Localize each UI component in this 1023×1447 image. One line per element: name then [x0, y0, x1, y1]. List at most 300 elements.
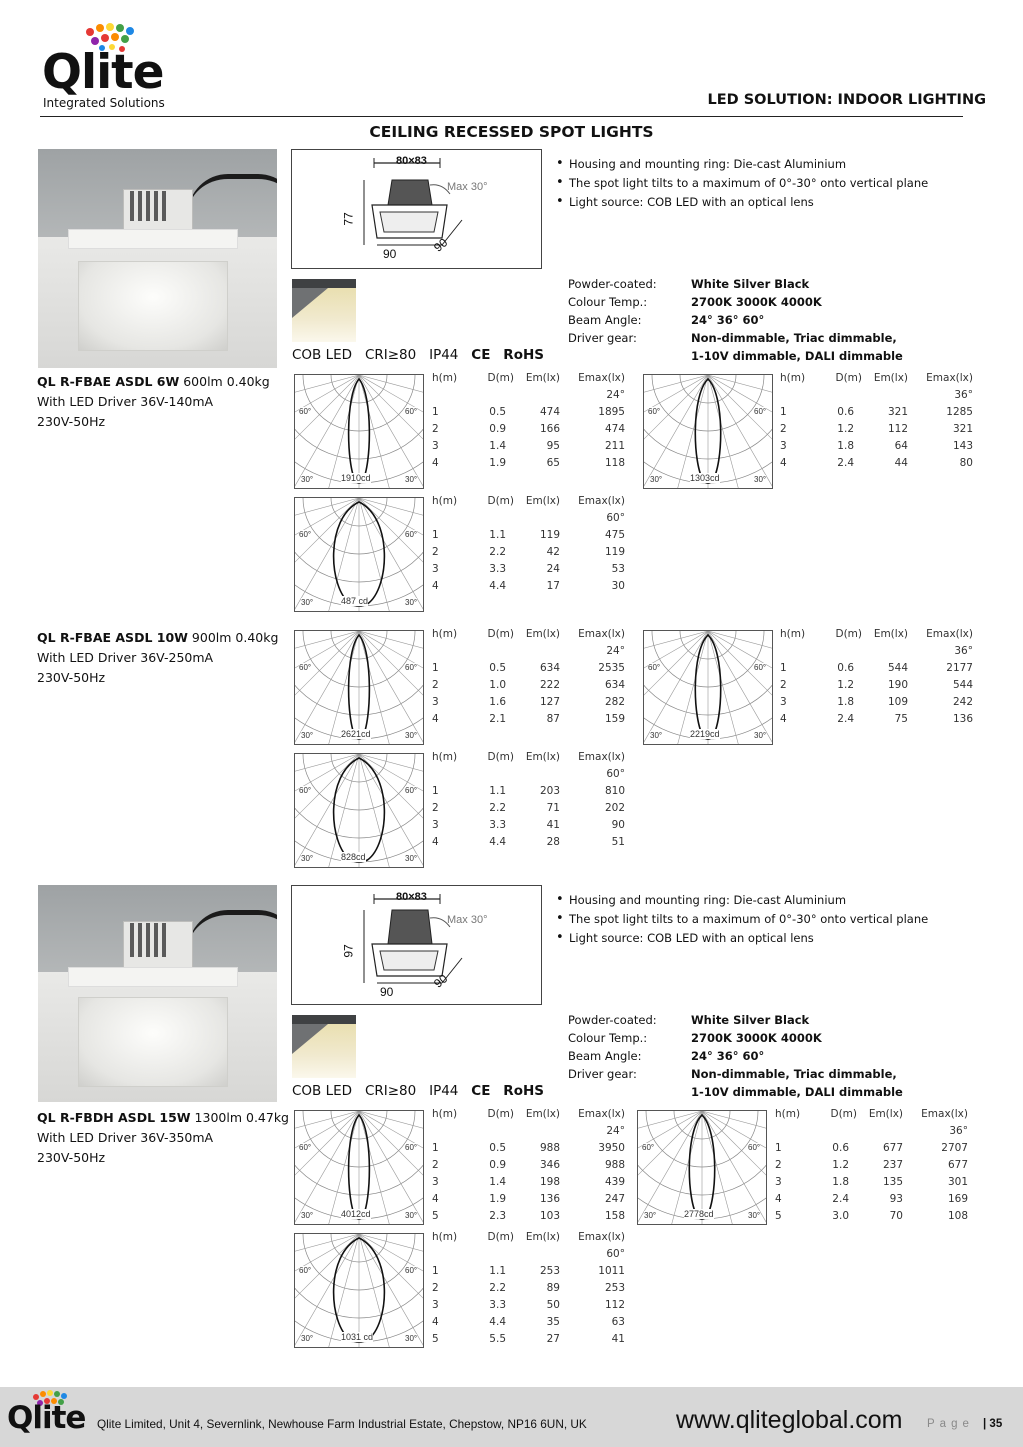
table-cell: 2535: [598, 662, 625, 674]
column-header: h(m): [432, 628, 458, 640]
feature-list: [556, 891, 928, 948]
table-cell: 2.3: [489, 1210, 506, 1222]
table-cell: 2707: [941, 1142, 968, 1154]
table-cell: 112: [887, 423, 908, 435]
polar-angle-label: 30°: [405, 475, 418, 484]
spec-value: 2700K 3000K 4000K: [691, 1031, 822, 1045]
table-cell: 2: [432, 423, 439, 435]
table-cell: 108: [947, 1210, 968, 1222]
logo-wordmark: Qlite: [42, 45, 164, 100]
model-voltage: 230V-50Hz: [37, 1150, 106, 1165]
list-item: • The spot light tilts to a maximum of 0°-30° onto vertical plane: [556, 174, 928, 193]
polar-angle-label: 30°: [301, 731, 314, 740]
table-cell: 439: [604, 1176, 625, 1188]
page-label: Page: [927, 1418, 974, 1430]
illuminance-table: [432, 495, 627, 615]
table-cell: 2.4: [837, 457, 854, 469]
table-cell: 544: [887, 662, 908, 674]
table-cell: 4: [432, 1316, 439, 1328]
table-cell: 1.1: [489, 529, 506, 541]
beam-angle-value: 60°: [606, 1248, 625, 1260]
polar-angle-label: 60°: [642, 1143, 655, 1152]
ip-label: IP44: [429, 1083, 459, 1099]
spec-label: Powder-coated:: [568, 277, 657, 291]
table-cell: 1.4: [489, 440, 506, 452]
table-cell: 28: [546, 836, 560, 848]
ce-mark: CE: [471, 347, 491, 363]
spec-value: 24° 36° 60°: [691, 1049, 765, 1063]
list-item: • Housing and mounting ring: Die-cast Aluminium: [556, 155, 928, 174]
table-cell: 1.2: [837, 423, 854, 435]
model-driver: With LED Driver 36V-350mA: [37, 1130, 214, 1145]
model-lumens-weight: 1300lm 0.47kg: [190, 1110, 289, 1125]
dim-height: 97: [341, 944, 356, 958]
table-cell: 1.9: [489, 1193, 506, 1205]
table-cell: 4: [432, 1193, 439, 1205]
table-cell: 51: [611, 836, 625, 848]
page-footer: [0, 1387, 1023, 1447]
table-cell: 89: [546, 1282, 560, 1294]
polar-angle-label: 60°: [405, 1266, 418, 1275]
table-cell: 169: [947, 1193, 968, 1205]
polar-angle-label: 60°: [299, 1143, 312, 1152]
polar-angle-label: 30°: [754, 731, 767, 740]
peak-intensity-label: 487 cd: [341, 596, 369, 606]
table-cell: 0.5: [489, 1142, 506, 1154]
beam-angle-value: 24°: [606, 645, 625, 657]
table-cell: 159: [604, 713, 625, 725]
polar-grid-icon: [295, 754, 423, 867]
polar-angle-label: 30°: [405, 598, 418, 607]
footer-logo-wordmark: Qlite: [7, 1400, 86, 1436]
beam-angle-value: 24°: [606, 1125, 625, 1137]
polar-diagram: [294, 630, 424, 745]
column-header: h(m): [780, 372, 806, 384]
spec-value: White Silver Black: [691, 277, 810, 291]
polar-angle-label: 30°: [650, 475, 663, 484]
column-header: Emax(lx): [926, 628, 973, 640]
polar-angle-label: 60°: [405, 530, 418, 539]
table-cell: 93: [889, 1193, 903, 1205]
table-cell: 135: [882, 1176, 903, 1188]
cob-label: COB LED: [292, 1083, 353, 1099]
table-cell: 5.5: [489, 1333, 506, 1345]
dim-depth-side: 90: [431, 971, 451, 991]
table-cell: 211: [604, 440, 625, 452]
product-photo: [38, 149, 277, 368]
list-item: • Housing and mounting ring: Die-cast Aluminium: [556, 891, 928, 910]
table-cell: 2: [775, 1159, 782, 1171]
table-cell: 5: [775, 1210, 782, 1222]
column-header: Emax(lx): [578, 1231, 625, 1243]
table-cell: 2: [432, 546, 439, 558]
table-cell: 810: [604, 785, 625, 797]
table-cell: 198: [539, 1176, 560, 1188]
table-cell: 1895: [598, 406, 625, 418]
table-cell: 143: [952, 440, 973, 452]
table-cell: 0.5: [489, 406, 506, 418]
table-cell: 3: [775, 1176, 782, 1188]
table-cell: 2.2: [489, 546, 506, 558]
feature-list: [556, 155, 928, 212]
polar-grid-icon: [295, 1234, 423, 1347]
table-cell: 1.2: [832, 1159, 849, 1171]
table-cell: 282: [604, 696, 625, 708]
table-cell: 677: [947, 1159, 968, 1171]
dim-width: 80×83: [396, 155, 427, 167]
table-cell: 4.4: [489, 836, 506, 848]
model-driver: With LED Driver 36V-140mA: [37, 394, 214, 409]
column-header: D(m): [835, 372, 862, 384]
polar-grid-icon: [644, 375, 772, 488]
polar-angle-label: 30°: [754, 475, 767, 484]
polar-angle-label: 60°: [299, 663, 312, 672]
polar-diagram: [294, 497, 424, 612]
spec-label: Powder-coated:: [568, 1013, 657, 1027]
spec-label: Driver gear:: [568, 1067, 637, 1081]
dim-depth: 90: [380, 985, 394, 999]
column-header: h(m): [432, 495, 458, 507]
column-header: Emax(lx): [926, 372, 973, 384]
column-header: h(m): [775, 1108, 801, 1120]
list-item: • Light source: COB LED with an optical lens: [556, 193, 928, 212]
column-header: Emax(lx): [578, 372, 625, 384]
table-cell: 2.4: [832, 1193, 849, 1205]
table-cell: 203: [539, 785, 560, 797]
table-cell: 1: [432, 1142, 439, 1154]
polar-angle-label: 30°: [301, 854, 314, 863]
spec-table: [568, 275, 903, 367]
table-cell: 4: [780, 713, 787, 725]
table-cell: 242: [952, 696, 973, 708]
table-cell: 544: [952, 679, 973, 691]
table-cell: 346: [539, 1159, 560, 1171]
dim-tilt: Max 30°: [447, 181, 488, 193]
polar-angle-label: 60°: [754, 663, 767, 672]
page-number-value: 35: [989, 1418, 1003, 1430]
spec-value: Non-dimmable, Triac dimmable,: [691, 1067, 897, 1081]
polar-diagram: [294, 753, 424, 868]
table-cell: 0.6: [837, 406, 854, 418]
polar-angle-label: 60°: [299, 530, 312, 539]
beam-angle-value: 36°: [954, 389, 973, 401]
column-header: Em(lx): [525, 1231, 560, 1243]
table-cell: 3: [780, 696, 787, 708]
table-cell: 2: [780, 423, 787, 435]
polar-angle-label: 30°: [405, 731, 418, 740]
footer-address: Qlite Limited, Unit 4, Severnlink, Newhouse Farm Industrial Estate, Chepstow, NP16 6UN, UK: [97, 1417, 587, 1431]
table-cell: 475: [604, 529, 625, 541]
table-cell: 1.8: [832, 1176, 849, 1188]
table-cell: 1.0: [489, 679, 506, 691]
peak-intensity-label: 2778cd: [684, 1209, 714, 1219]
table-cell: 321: [952, 423, 973, 435]
table-cell: 64: [894, 440, 908, 452]
table-cell: 222: [539, 679, 560, 691]
table-cell: 253: [539, 1265, 560, 1277]
list-item: • The spot light tilts to a maximum of 0°-30° onto vertical plane: [556, 910, 928, 929]
illuminance-table: [432, 751, 627, 871]
column-header: Emax(lx): [578, 751, 625, 763]
table-cell: 190: [887, 679, 908, 691]
table-cell: 119: [539, 529, 560, 541]
table-cell: 71: [546, 802, 560, 814]
beam-angle-value: 36°: [954, 645, 973, 657]
table-cell: 63: [611, 1316, 625, 1328]
dim-width: 80×83: [396, 891, 427, 903]
table-cell: 35: [546, 1316, 560, 1328]
table-cell: 166: [539, 423, 560, 435]
illuminance-table: [432, 1108, 627, 1228]
light-beam-image: [292, 279, 356, 342]
spec-label: Driver gear:: [568, 331, 637, 345]
table-cell: 2: [432, 679, 439, 691]
polar-angle-label: 60°: [299, 407, 312, 416]
polar-angle-label: 30°: [405, 1334, 418, 1343]
peak-intensity-label: 1303cd: [690, 473, 720, 483]
table-cell: 474: [604, 423, 625, 435]
table-cell: 634: [539, 662, 560, 674]
polar-grid-icon: [644, 631, 772, 744]
cri-label: CRI≥80: [364, 1083, 417, 1099]
polar-angle-label: 60°: [405, 663, 418, 672]
column-header: D(m): [487, 751, 514, 763]
polar-grid-icon: [638, 1111, 766, 1224]
column-header: Emax(lx): [578, 628, 625, 640]
table-cell: 3: [432, 440, 439, 452]
table-cell: 2: [432, 802, 439, 814]
certification-line: [292, 347, 544, 363]
table-cell: 2.1: [489, 713, 506, 725]
table-cell: 1.4: [489, 1176, 506, 1188]
polar-angle-label: 30°: [301, 475, 314, 484]
table-cell: 1011: [598, 1265, 625, 1277]
polar-diagram: [637, 1110, 767, 1225]
peak-intensity-label: 2621cd: [341, 729, 371, 739]
table-cell: 119: [604, 546, 625, 558]
column-header: Em(lx): [525, 628, 560, 640]
polar-angle-label: 30°: [644, 1211, 657, 1220]
table-cell: 27: [546, 1333, 560, 1345]
table-cell: 112: [604, 1299, 625, 1311]
model-description: [37, 1108, 289, 1168]
table-cell: 41: [611, 1333, 625, 1345]
table-cell: 0.6: [837, 662, 854, 674]
cob-label: COB LED: [292, 347, 353, 363]
footer-website-link[interactable]: www.qliteglobal.com: [676, 1406, 903, 1434]
table-cell: 3950: [598, 1142, 625, 1154]
table-cell: 136: [952, 713, 973, 725]
table-cell: 1: [432, 406, 439, 418]
table-cell: 30: [611, 580, 625, 592]
section-heading: LED SOLUTION: INDOOR LIGHTING: [707, 92, 986, 108]
polar-angle-label: 30°: [301, 1334, 314, 1343]
product-photo: [38, 885, 277, 1102]
table-cell: 1: [432, 529, 439, 541]
dimension-drawing: [291, 149, 542, 269]
column-header: D(m): [487, 628, 514, 640]
table-cell: 988: [539, 1142, 560, 1154]
table-cell: 70: [889, 1210, 903, 1222]
beam-angle-value: 60°: [606, 512, 625, 524]
table-cell: 321: [887, 406, 908, 418]
spec-value: White Silver Black: [691, 1013, 810, 1027]
peak-intensity-label: 1031 cd: [341, 1332, 374, 1342]
polar-diagram: [643, 630, 773, 745]
column-header: h(m): [780, 628, 806, 640]
table-cell: 3.3: [489, 819, 506, 831]
table-cell: 1.6: [489, 696, 506, 708]
table-cell: 1.1: [489, 785, 506, 797]
table-cell: 1: [432, 785, 439, 797]
table-cell: 3: [432, 563, 439, 575]
model-name: QL R-FBDH ASDL 15W: [37, 1110, 191, 1125]
table-cell: 3: [780, 440, 787, 452]
model-description: [37, 628, 278, 688]
table-cell: 3: [432, 819, 439, 831]
table-cell: 1.1: [489, 1265, 506, 1277]
table-cell: 1.9: [489, 457, 506, 469]
column-header: h(m): [432, 751, 458, 763]
model-lumens-weight: 600lm 0.40kg: [179, 374, 270, 389]
polar-angle-label: 60°: [405, 786, 418, 795]
table-cell: 0.9: [489, 423, 506, 435]
polar-angle-label: 60°: [299, 786, 312, 795]
rohs-mark: RoHS: [503, 347, 544, 363]
polar-angle-label: 30°: [405, 1211, 418, 1220]
certification-line: [292, 1083, 544, 1099]
polar-diagram: [643, 374, 773, 489]
table-cell: 677: [882, 1142, 903, 1154]
polar-angle-label: 30°: [301, 1211, 314, 1220]
polar-grid-icon: [295, 1111, 423, 1224]
model-voltage: 230V-50Hz: [37, 414, 106, 429]
table-cell: 127: [539, 696, 560, 708]
table-cell: 158: [604, 1210, 625, 1222]
table-cell: 247: [604, 1193, 625, 1205]
dim-depth-side: 90: [431, 235, 451, 255]
page-title: CEILING RECESSED SPOT LIGHTS: [369, 123, 654, 141]
spec-table: [568, 1011, 903, 1103]
page-separator: |: [983, 1418, 987, 1430]
polar-angle-label: 60°: [748, 1143, 761, 1152]
company-logo: [40, 22, 170, 112]
table-cell: 44: [894, 457, 908, 469]
dim-depth: 90: [383, 247, 397, 261]
table-cell: 103: [539, 1210, 560, 1222]
table-cell: 90: [611, 819, 625, 831]
model-voltage: 230V-50Hz: [37, 670, 106, 685]
table-cell: 1: [780, 662, 787, 674]
spec-label: Colour Temp.:: [568, 1031, 648, 1045]
table-cell: 24: [546, 563, 560, 575]
table-cell: 42: [546, 546, 560, 558]
list-item: • Light source: COB LED with an optical lens: [556, 929, 928, 948]
table-cell: 2.2: [489, 1282, 506, 1294]
spec-value: 24° 36° 60°: [691, 313, 765, 327]
table-cell: 109: [887, 696, 908, 708]
polar-angle-label: 30°: [650, 731, 663, 740]
column-header: Emax(lx): [578, 495, 625, 507]
table-cell: 301: [947, 1176, 968, 1188]
column-header: Emax(lx): [921, 1108, 968, 1120]
table-cell: 50: [546, 1299, 560, 1311]
dim-tilt: Max 30°: [447, 914, 488, 926]
table-cell: 3: [432, 1299, 439, 1311]
polar-angle-label: 60°: [648, 407, 661, 416]
illuminance-table: [775, 1108, 970, 1228]
model-driver: With LED Driver 36V-250mA: [37, 650, 214, 665]
polar-diagram: [294, 1233, 424, 1348]
table-cell: 118: [604, 457, 625, 469]
beam-angle-value: 36°: [949, 1125, 968, 1137]
luminaire-outline-icon: [292, 886, 541, 1004]
rohs-mark: RoHS: [503, 1083, 544, 1099]
peak-intensity-label: 828cd: [341, 852, 366, 862]
table-cell: 4: [432, 713, 439, 725]
table-cell: 1: [775, 1142, 782, 1154]
table-cell: 80: [959, 457, 973, 469]
polar-diagram: [294, 374, 424, 489]
table-cell: 4.4: [489, 1316, 506, 1328]
table-cell: 3.0: [832, 1210, 849, 1222]
spec-value: 1-10V dimmable, DALI dimmable: [691, 1085, 903, 1099]
table-cell: 2: [432, 1282, 439, 1294]
table-cell: 2: [780, 679, 787, 691]
peak-intensity-label: 4012cd: [341, 1209, 371, 1219]
table-cell: 95: [546, 440, 560, 452]
polar-angle-label: 60°: [299, 1266, 312, 1275]
table-cell: 2.2: [489, 802, 506, 814]
ce-mark: CE: [471, 1083, 491, 1099]
column-header: Em(lx): [873, 372, 908, 384]
table-cell: 3: [432, 1176, 439, 1188]
illuminance-table: [780, 372, 975, 492]
spec-value: Non-dimmable, Triac dimmable,: [691, 331, 897, 345]
table-cell: 3.3: [489, 1299, 506, 1311]
light-beam-image: [292, 1015, 356, 1078]
column-header: D(m): [487, 1108, 514, 1120]
polar-angle-label: 60°: [405, 407, 418, 416]
table-cell: 4: [780, 457, 787, 469]
table-cell: 1.8: [837, 696, 854, 708]
spec-value: 2700K 3000K 4000K: [691, 295, 822, 309]
polar-angle-label: 60°: [648, 663, 661, 672]
illuminance-table: [432, 1231, 627, 1351]
column-header: Em(lx): [525, 372, 560, 384]
polar-angle-label: 30°: [301, 598, 314, 607]
polar-grid-icon: [295, 375, 423, 488]
beam-angle-value: 60°: [606, 768, 625, 780]
column-header: D(m): [487, 495, 514, 507]
column-header: Em(lx): [868, 1108, 903, 1120]
table-cell: 1: [432, 662, 439, 674]
polar-grid-icon: [295, 631, 423, 744]
polar-angle-label: 30°: [405, 854, 418, 863]
column-header: h(m): [432, 1231, 458, 1243]
model-lumens-weight: 900lm 0.40kg: [187, 630, 279, 645]
table-cell: 1.8: [837, 440, 854, 452]
table-cell: 1: [432, 1265, 439, 1277]
table-cell: 0.6: [832, 1142, 849, 1154]
polar-angle-label: 60°: [754, 407, 767, 416]
column-header: Emax(lx): [578, 1108, 625, 1120]
table-cell: 1: [780, 406, 787, 418]
column-header: Em(lx): [873, 628, 908, 640]
spec-value: 1-10V dimmable, DALI dimmable: [691, 349, 903, 363]
table-cell: 65: [546, 457, 560, 469]
table-cell: 87: [546, 713, 560, 725]
